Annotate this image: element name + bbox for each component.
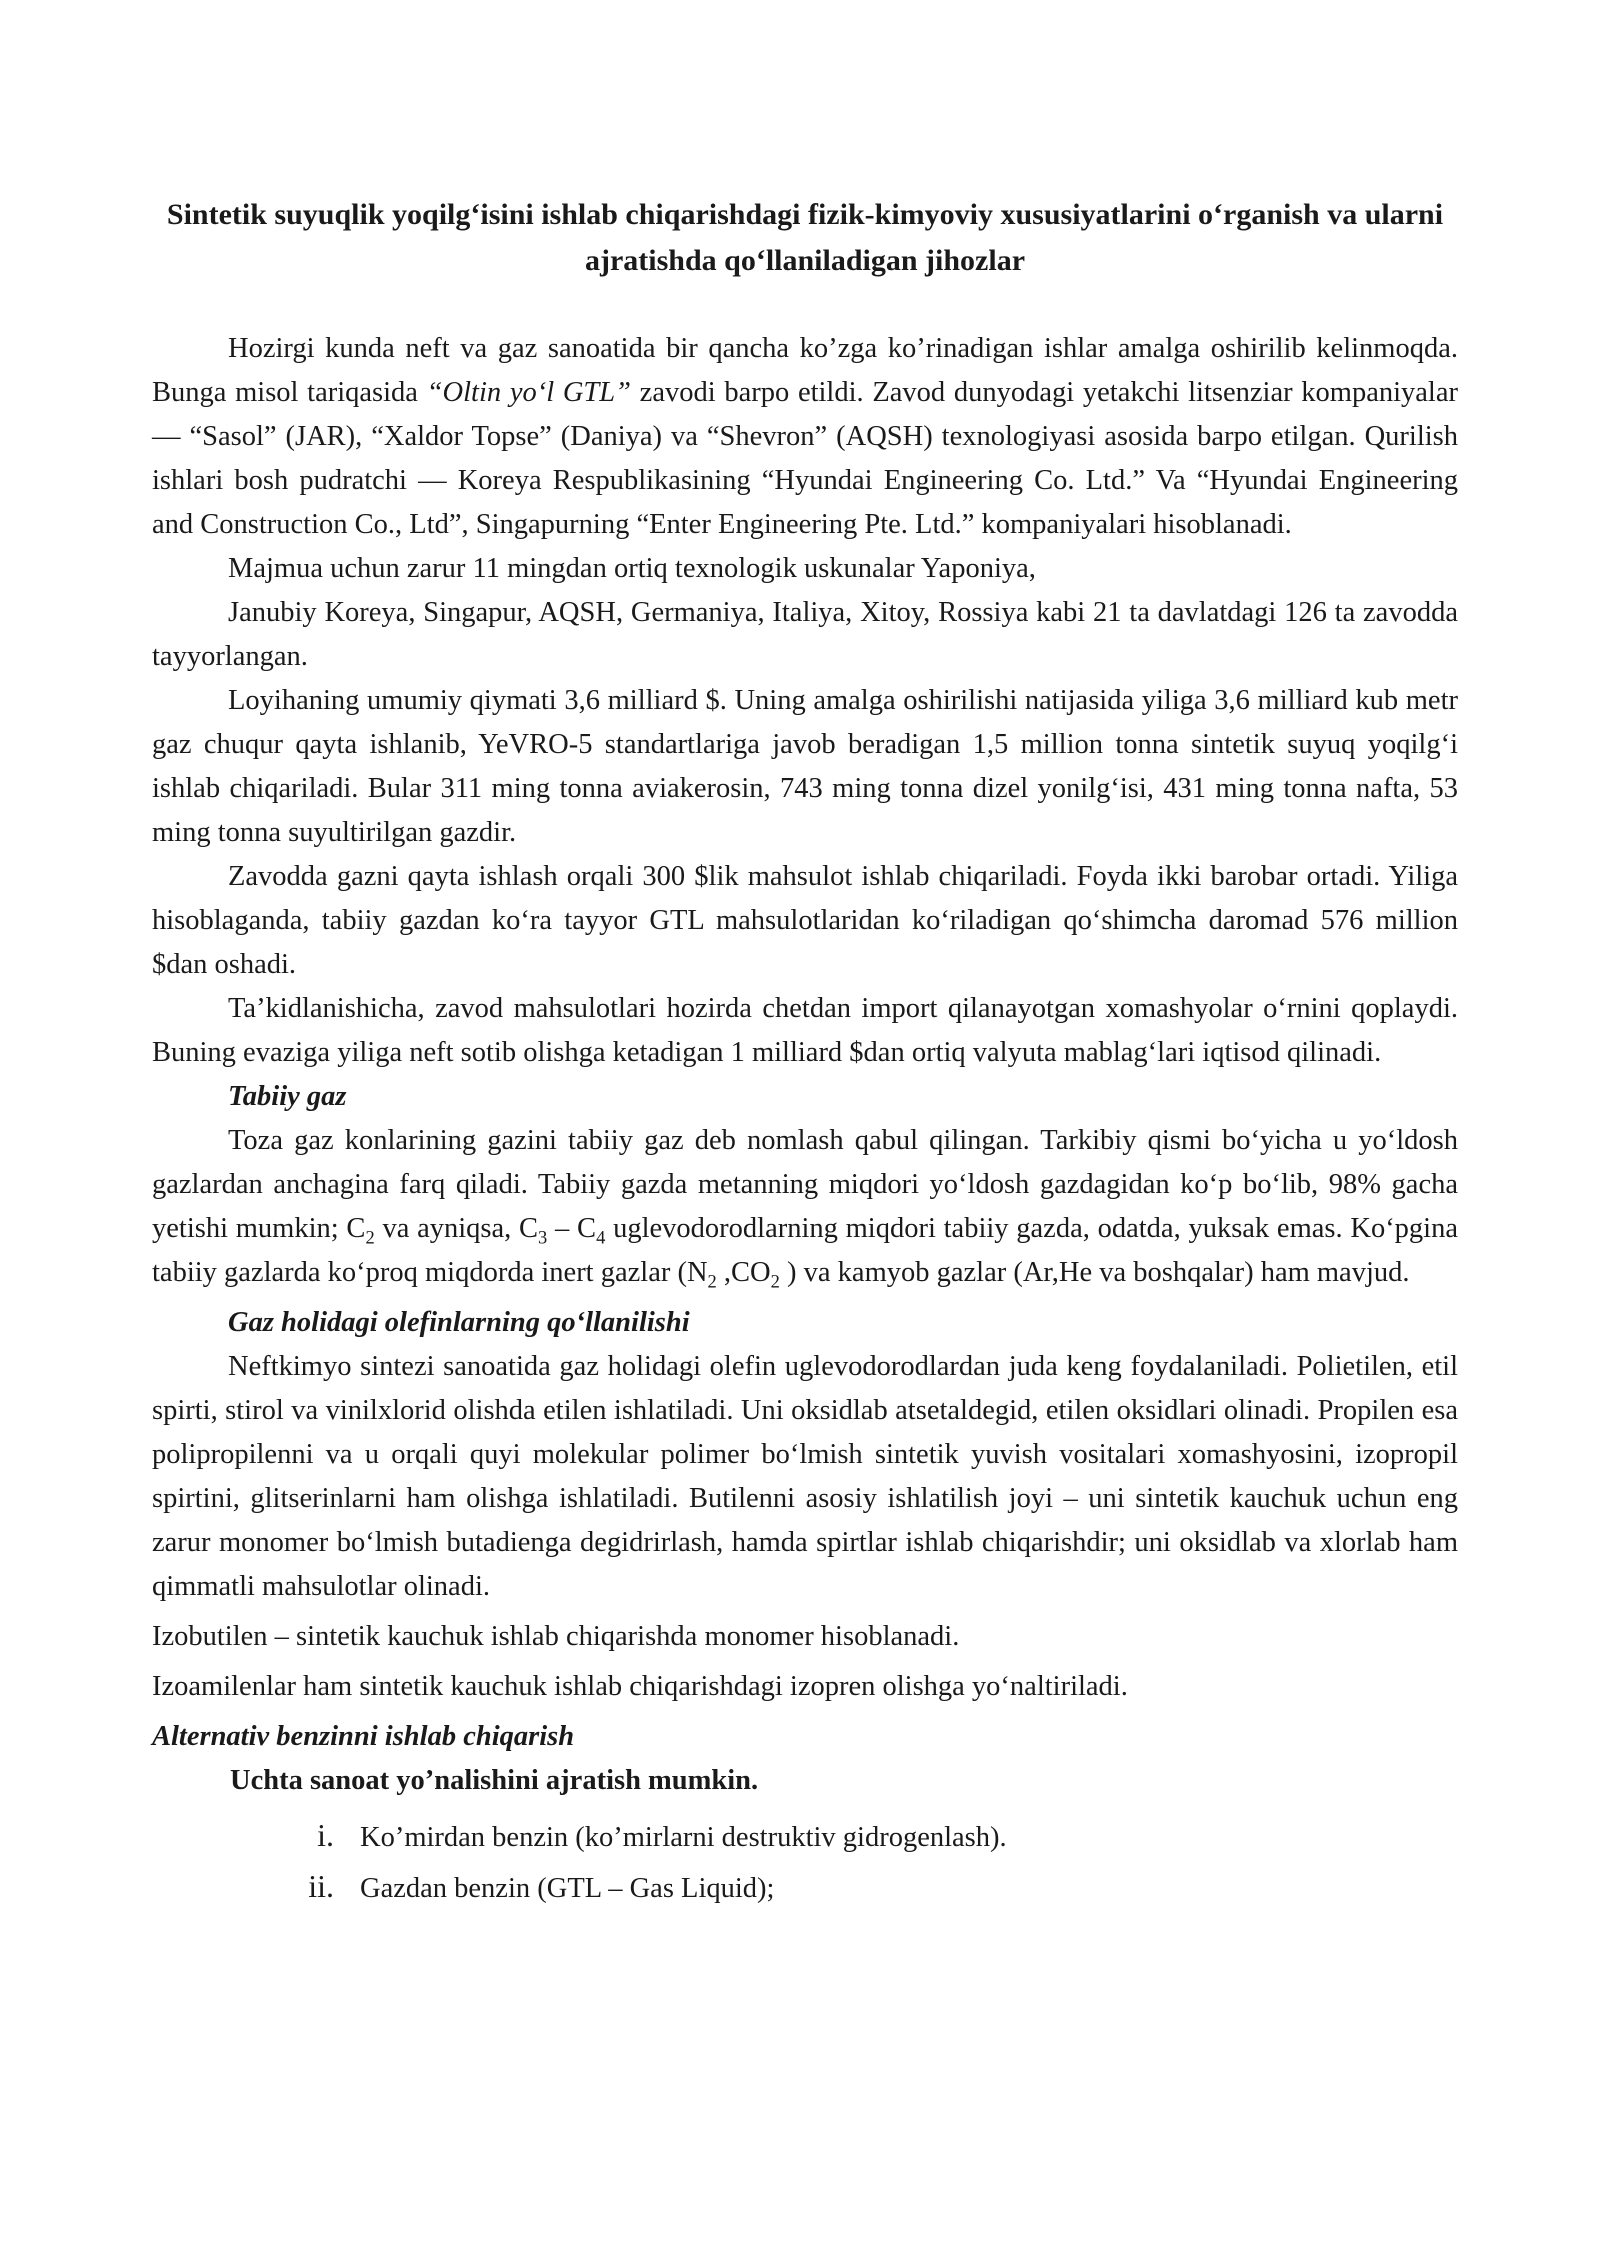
list-item: [152, 1864, 1458, 1911]
document-body: [152, 327, 1458, 1915]
list-item-text: Ko’mirdan benzin (ko’mirlarni destruktiv gidrogenlash).: [360, 1822, 1007, 1853]
natural-gas-text-f: ) va kamyob gazlar (Ar,He va boshqalar) ham mavjud.: [779, 1257, 1410, 1288]
subscript-co2: 2: [770, 1271, 780, 1293]
heading-natural-gas: Tabiiy gaz: [228, 1081, 347, 1112]
heading-olefins: Gaz holidagi olefinlarning qo‘llanilishi: [228, 1307, 690, 1338]
paragraph-equipment: Majmua uchun zarur 11 mingdan ortiq texnologik uskunalar Yaponiya,: [228, 553, 1036, 584]
paragraph-import-substitution: Ta’kidlanishicha, zavod mahsulotlari hozirda chetdan import qilanayotgan xomashyolar o‘rnini qoplaydi. Buning evaziga yiliga neft sotib olishga ketadigan 1 milliard $dan ortiq valyuta mablag‘lari iqtisod qilinadi.: [152, 993, 1458, 1068]
paragraph-olefins: Neftkimyo sintezi sanoatida gaz holidagi olefin uglevodorodlardan juda keng foydalaniladi. Polietilen, etil spirti, stirol va vinilxlorid olishda etilen ishlatiladi. Uni oksidlab atsetaldegid, etilen oksidlari olinadi. Propilen esa polipropilenni va u orqali quyi molekular polimer bo‘lmish sintetik yuvish vositalari xomashyosini, izopropil spirtini, glitserinlarni ham olishga ishlatiladi. Butilenni asosiy ishlatilish joyi – uni sintetik kauchuk uchun eng zarur monomer bo‘lmish butadienga degidrirlash, hamda spirtlar ishlab chiqarishdir; uni oksidlab va xlorlab ham qimmatli mahsulotlar olinadi.: [152, 1351, 1458, 1602]
natural-gas-text-e: ,CO: [716, 1257, 771, 1288]
heading-alternative-gasoline: Alternativ benzinni ishlab chiqarish: [152, 1721, 575, 1752]
subscript-c3: 3: [538, 1227, 548, 1249]
subscript-c4: 4: [596, 1227, 606, 1249]
subscript-n2: 2: [707, 1271, 717, 1293]
natural-gas-text-d: uglevodorodlarning miqdori tabiiy gazda, odatda, yuksak emas. Ko‘pgina tabiiy gazlarda ko‘proq miqdorda inert gazlar (N: [152, 1213, 1459, 1288]
natural-gas-text-b: va ayniqsa, C: [374, 1213, 539, 1244]
paragraph-intro-text-b: zavodi barpo etildi. Zavod dunyodagi yetakchi litsenziar kompaniyalar — “Sasol” (JAR), “Xaldor Topse” (Daniya) va “Shevron” (AQSH) texnologiyasi asosida barpo etilgan. Qurilish ishlari bosh pudratchi — Koreya Respublikasining “Hyundai Engineering Co. Ltd.” Va “Hyundai Engineering and Construction Co., Ltd”, Singapurning “Enter Engineering Pte. Ltd.” kompaniyalari hisoblanadi.: [152, 377, 1458, 540]
paragraph-countries: Janubiy Koreya, Singapur, AQSH, Germaniya, Italiya, Xitoy, Rossiya kabi 21 ta davlatdagi 126 ta zavodda tayyorlangan.: [152, 597, 1458, 672]
list-item-number: i.: [317, 1817, 334, 1853]
paragraph-intro: [152, 327, 1458, 547]
paragraph-project-cost: Loyihaning umumiy qiymati 3,6 milliard $. Uning amalga oshirilishi natijasida yiliga 3,6 milliard kub metr gaz chuqur qayta ishlanib, YeVRO-5 standartlariga javob beradigan 1,5 million tonna sintetik suyuq yoqilg‘i ishlab chiqariladi. Bular 311 ming tonna aviakerosin, 743 ming tonna dizel yonilg‘isi, 431 ming tonna nafta, 53 ming tonna suyultirilgan gazdir.: [152, 685, 1458, 848]
document-title: Sintetik suyuqlik yoqilg‘isini ishlab chiqarishdagi fizik-kimyoviy xususiyatlarini o‘rganish va ularni ajratishda qo‘llaniladigan jihozlar: [166, 198, 1444, 277]
list-item-text: Gazdan benzin (GTL – Gas Liquid);: [360, 1873, 775, 1904]
natural-gas-text-c: – C: [547, 1213, 597, 1244]
paragraph-isoamylenes: Izoamilenlar ham sintetik kauchuk ishlab chiqarishdagi izopren olishga yo‘naltiriladi.: [152, 1671, 1128, 1702]
natural-gas-text-a: Toza gaz konlarining gazini tabiiy gaz deb nomlash qabul qilingan. Tarkibiy qismi bo‘yicha u yo‘ldosh gazlardan anchagina farq qiladi. Tabiiy gazda metanning miqdori yo‘ldosh gazdagidan ko‘p bo‘lib, 98% gacha yetishi mumkin; C: [152, 1125, 1458, 1244]
list-item-number: ii.: [308, 1868, 334, 1904]
paragraph-intro-text-a: Hozirgi kunda neft va gaz sanoatida bir qancha ko’zga ko’rinadigan ishlar amalga oshirilib kelinmoqda. Bunga misol tariqasida: [152, 333, 1458, 408]
directions-list: [152, 1813, 1458, 1911]
list-item: [152, 1813, 1458, 1860]
paragraph-three-directions: Uchta sanoat yo’nalishini ajratish mumkin.: [230, 1765, 759, 1796]
paragraph-natural-gas: [152, 1119, 1458, 1295]
paragraph-isobutylene: Izobutilen – sintetik kauchuk ishlab chiqarishda monomer hisoblanadi.: [152, 1621, 960, 1652]
subscript-c2: 2: [365, 1227, 375, 1249]
plant-name-italic: “Oltin yo‘l GTL”: [426, 377, 631, 408]
paragraph-profit: Zavodda gazni qayta ishlash orqali 300 $lik mahsulot ishlab chiqariladi. Foyda ikki barobar ortadi. Yiliga hisoblaganda, tabiiy gazdan ko‘ra tayyor GTL mahsulotlaridan ko‘riladigan qo‘shimcha daromad 576 million $dan oshadi.: [152, 861, 1458, 980]
